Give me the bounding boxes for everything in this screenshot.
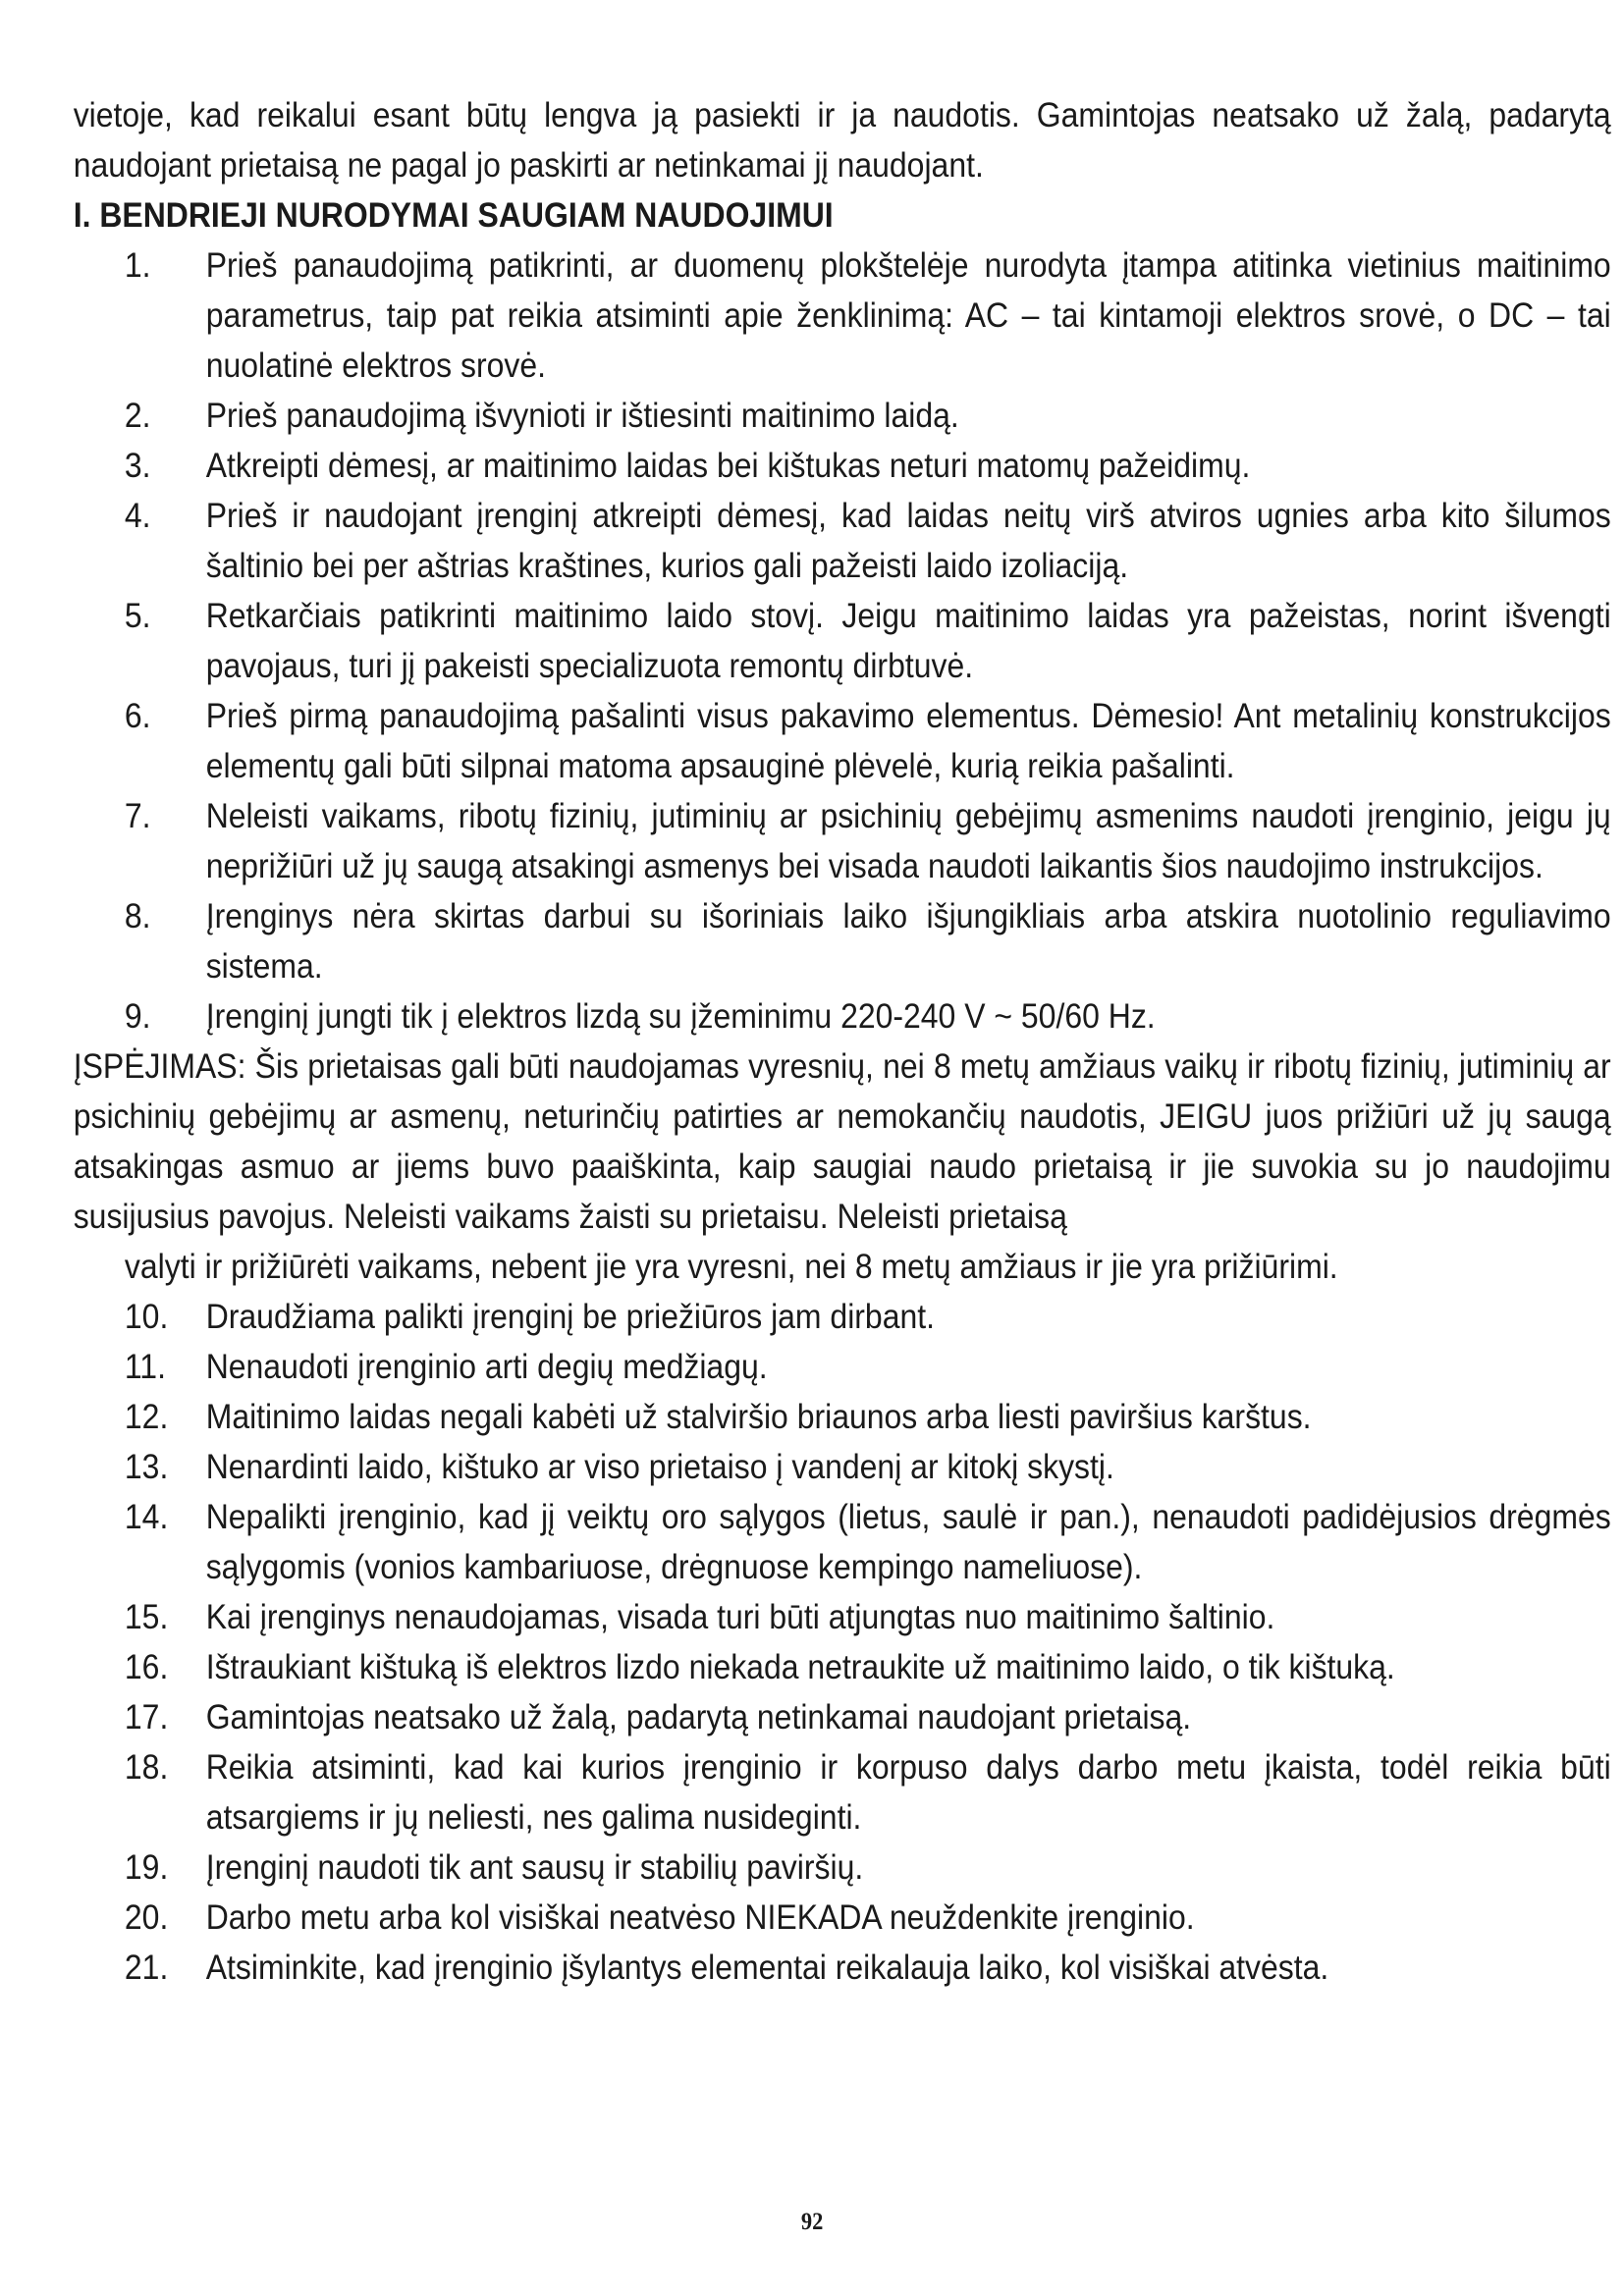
item-number: 15. <box>124 1597 169 1636</box>
item-number: 16. <box>124 1647 169 1686</box>
list-item <box>74 1893 1611 1943</box>
item-number: 6. <box>124 696 151 735</box>
item-number: 2. <box>124 396 151 435</box>
item-text: Maitinimo laidas negali kabėti už stalviršio briaunos arba liesti paviršius karštus. <box>205 1397 1312 1436</box>
item-text: Nenaudoti įrenginio arti degių medžiagų. <box>205 1347 768 1386</box>
list-item <box>74 1392 1611 1442</box>
item-number: 5. <box>124 596 151 635</box>
item-text: Darbo metu arba kol visiškai neatvėso NIEKADA neuždenkite įrenginio. <box>205 1897 1195 1937</box>
item-number: 11. <box>124 1347 166 1386</box>
list-item <box>74 1342 1611 1392</box>
page-content <box>74 90 1611 1993</box>
item-number: 4. <box>124 496 151 535</box>
item-text: Retkarčiais patikrinti maitinimo laido stovį. Jeigu maitinimo laidas yra pažeistas, norint išvengti pavojaus, turi jį pakeisti specializuota remontų dirbtuvė. <box>205 596 1611 685</box>
list-item <box>74 791 1611 891</box>
list-item <box>74 1292 1611 1342</box>
list-item <box>74 891 1611 991</box>
item-number: 13. <box>124 1447 169 1486</box>
instructions-list-part-1 <box>74 240 1611 1041</box>
item-text: Ištraukiant kištuką iš elektros lizdo niekada netraukite už maitinimo laido, o tik kištuką. <box>205 1647 1395 1686</box>
item-number: 18. <box>124 1747 169 1787</box>
item-text: Draudžiama palikti įrenginį be priežiūros jam dirbant. <box>205 1297 936 1336</box>
item-text: Atkreipti dėmesį, ar maitinimo laidas bei kištukas neturi matomų pažeidimų. <box>205 446 1251 485</box>
item-text: Įrenginį naudoti tik ant sausų ir stabilių paviršių. <box>205 1847 864 1887</box>
item-text: Gamintojas neatsako už žalą, padarytą netinkamai naudojant prietaisą. <box>205 1697 1192 1736</box>
item-text: Nenardinti laido, kištuko ar viso prietaiso į vandenį ar kitokį skystį. <box>205 1447 1114 1486</box>
item-text: Atsiminkite, kad įrenginio įšylantys elementai reikalauja laiko, kol visiškai atvėsta. <box>205 1948 1329 1987</box>
item-number: 12. <box>124 1397 169 1436</box>
list-item <box>74 1943 1611 1993</box>
item-number: 21. <box>124 1948 169 1987</box>
item-number: 20. <box>124 1897 169 1937</box>
list-item <box>74 691 1611 791</box>
list-item <box>74 591 1611 691</box>
item-text: Prieš panaudojimą išvynioti ir ištiesinti maitinimo laidą. <box>205 396 959 435</box>
item-text: Įrenginį jungti tik į elektros lizdą su įžeminimu 220-240 V ~ 50/60 Hz. <box>205 996 1156 1036</box>
item-text: Nepalikti įrenginio, kad jį veiktų oro sąlygos (lietus, saulė ir pan.), nenaudoti padidėjusios drėgmės sąlygomis (vonios kambariuose, drėgnuose kempingo nameliuose). <box>205 1497 1611 1586</box>
list-item <box>74 441 1611 491</box>
item-text: Reikia atsiminti, kad kai kurios įrenginio ir korpuso dalys darbo metu įkaista, todėl reikia būti atsargiems ir jų neliesti, nes galima nusideginti. <box>205 1747 1611 1837</box>
item-number: 1. <box>124 245 151 285</box>
item-number: 3. <box>124 446 151 485</box>
item-text: Neleisti vaikams, ribotų fizinių, jutiminių ar psichinių gebėjimų asmenims naudoti įrenginio, jeigu jų neprižiūri už jų saugą atsakingi asmenys bei visada naudoti laikantis šios naudojimo instrukcijos. <box>205 796 1611 885</box>
list-item <box>74 991 1611 1041</box>
warning-paragraph: ĮSPĖJIMAS: Šis prietaisas gali būti naudojamas vyresnių, nei 8 metų amžiaus vaikų ir ribotų fizinių, jutiminių ar psichinių gebėjimų ar asmenų, neturinčių patirties ar nemokančių naudotis, JEIGU juos prižiūri už jų saugą atsakingas asmuo ar jiems buvo paaiškinta, kaip saugiai naudo prietaisą ir jie suvokia su jo naudojimu susijusius pavojus. Neleisti vaikams žaisti su prietaisu. Neleisti prietaisą <box>73 1046 1611 1236</box>
list-item <box>74 240 1611 391</box>
item-number: 8. <box>124 896 151 935</box>
item-number: 7. <box>124 796 151 835</box>
page-number: 92 <box>800 2209 824 2235</box>
list-item <box>74 1842 1611 1893</box>
list-item <box>74 1442 1611 1492</box>
item-number: 19. <box>124 1847 169 1887</box>
list-item <box>74 1592 1611 1642</box>
item-text: Įrenginys nėra skirtas darbui su išoriniais laiko išjungikliais arba atskira nuotolinio reguliavimo sistema. <box>205 896 1611 986</box>
intro-paragraph: vietoje, kad reikalui esant būtų lengva ją pasiekti ir ja naudotis. Gamintojas neatsako už žalą, padarytą naudojant prietaisą ne pagal jo paskirti ar netinkamai jį naudojant. <box>73 95 1611 185</box>
list-item <box>74 1742 1611 1842</box>
list-item <box>74 391 1611 441</box>
list-item <box>74 491 1611 591</box>
item-text: Prieš ir naudojant įrenginį atkreipti dėmesį, kad laidas neitų virš atviros ugnies arba kito šilumos šaltinio bei per aštrias kraštines, kurios gali pažeisti laido izoliaciją. <box>205 496 1611 585</box>
item-number: 17. <box>124 1697 169 1736</box>
instructions-list-part-2 <box>74 1292 1611 1993</box>
warning-continuation: valyti ir prižiūrėti vaikams, nebent jie yra vyresni, nei 8 metų amžiaus ir jie yra prižiūrimi. <box>124 1247 1338 1286</box>
item-text: Prieš panaudojimą patikrinti, ar duomenų plokštelėje nurodyta įtampa atitinka vietinius maitinimo parametrus, taip pat reikia atsiminti apie ženklinimą: AC – tai kintamoji elektros srovė, o DC – tai nuolatinė elektros srovė. <box>205 245 1611 385</box>
item-number: 14. <box>124 1497 169 1536</box>
list-item <box>74 1642 1611 1692</box>
section-heading: I. BENDRIEJI NURODYMAI SAUGIAM NAUDOJIMUI <box>73 195 834 235</box>
list-item <box>74 1492 1611 1592</box>
list-item <box>74 1692 1611 1742</box>
item-text: Prieš pirmą panaudojimą pašalinti visus pakavimo elementus. Dėmesio! Ant metalinių konstrukcijos elementų gali būti silpnai matoma apsauginė plėvelė, kurią reikia pašalinti. <box>205 696 1611 785</box>
item-text: Kai įrenginys nenaudojamas, visada turi būti atjungtas nuo maitinimo šaltinio. <box>205 1597 1275 1636</box>
item-number: 9. <box>124 996 151 1036</box>
item-number: 10. <box>124 1297 169 1336</box>
